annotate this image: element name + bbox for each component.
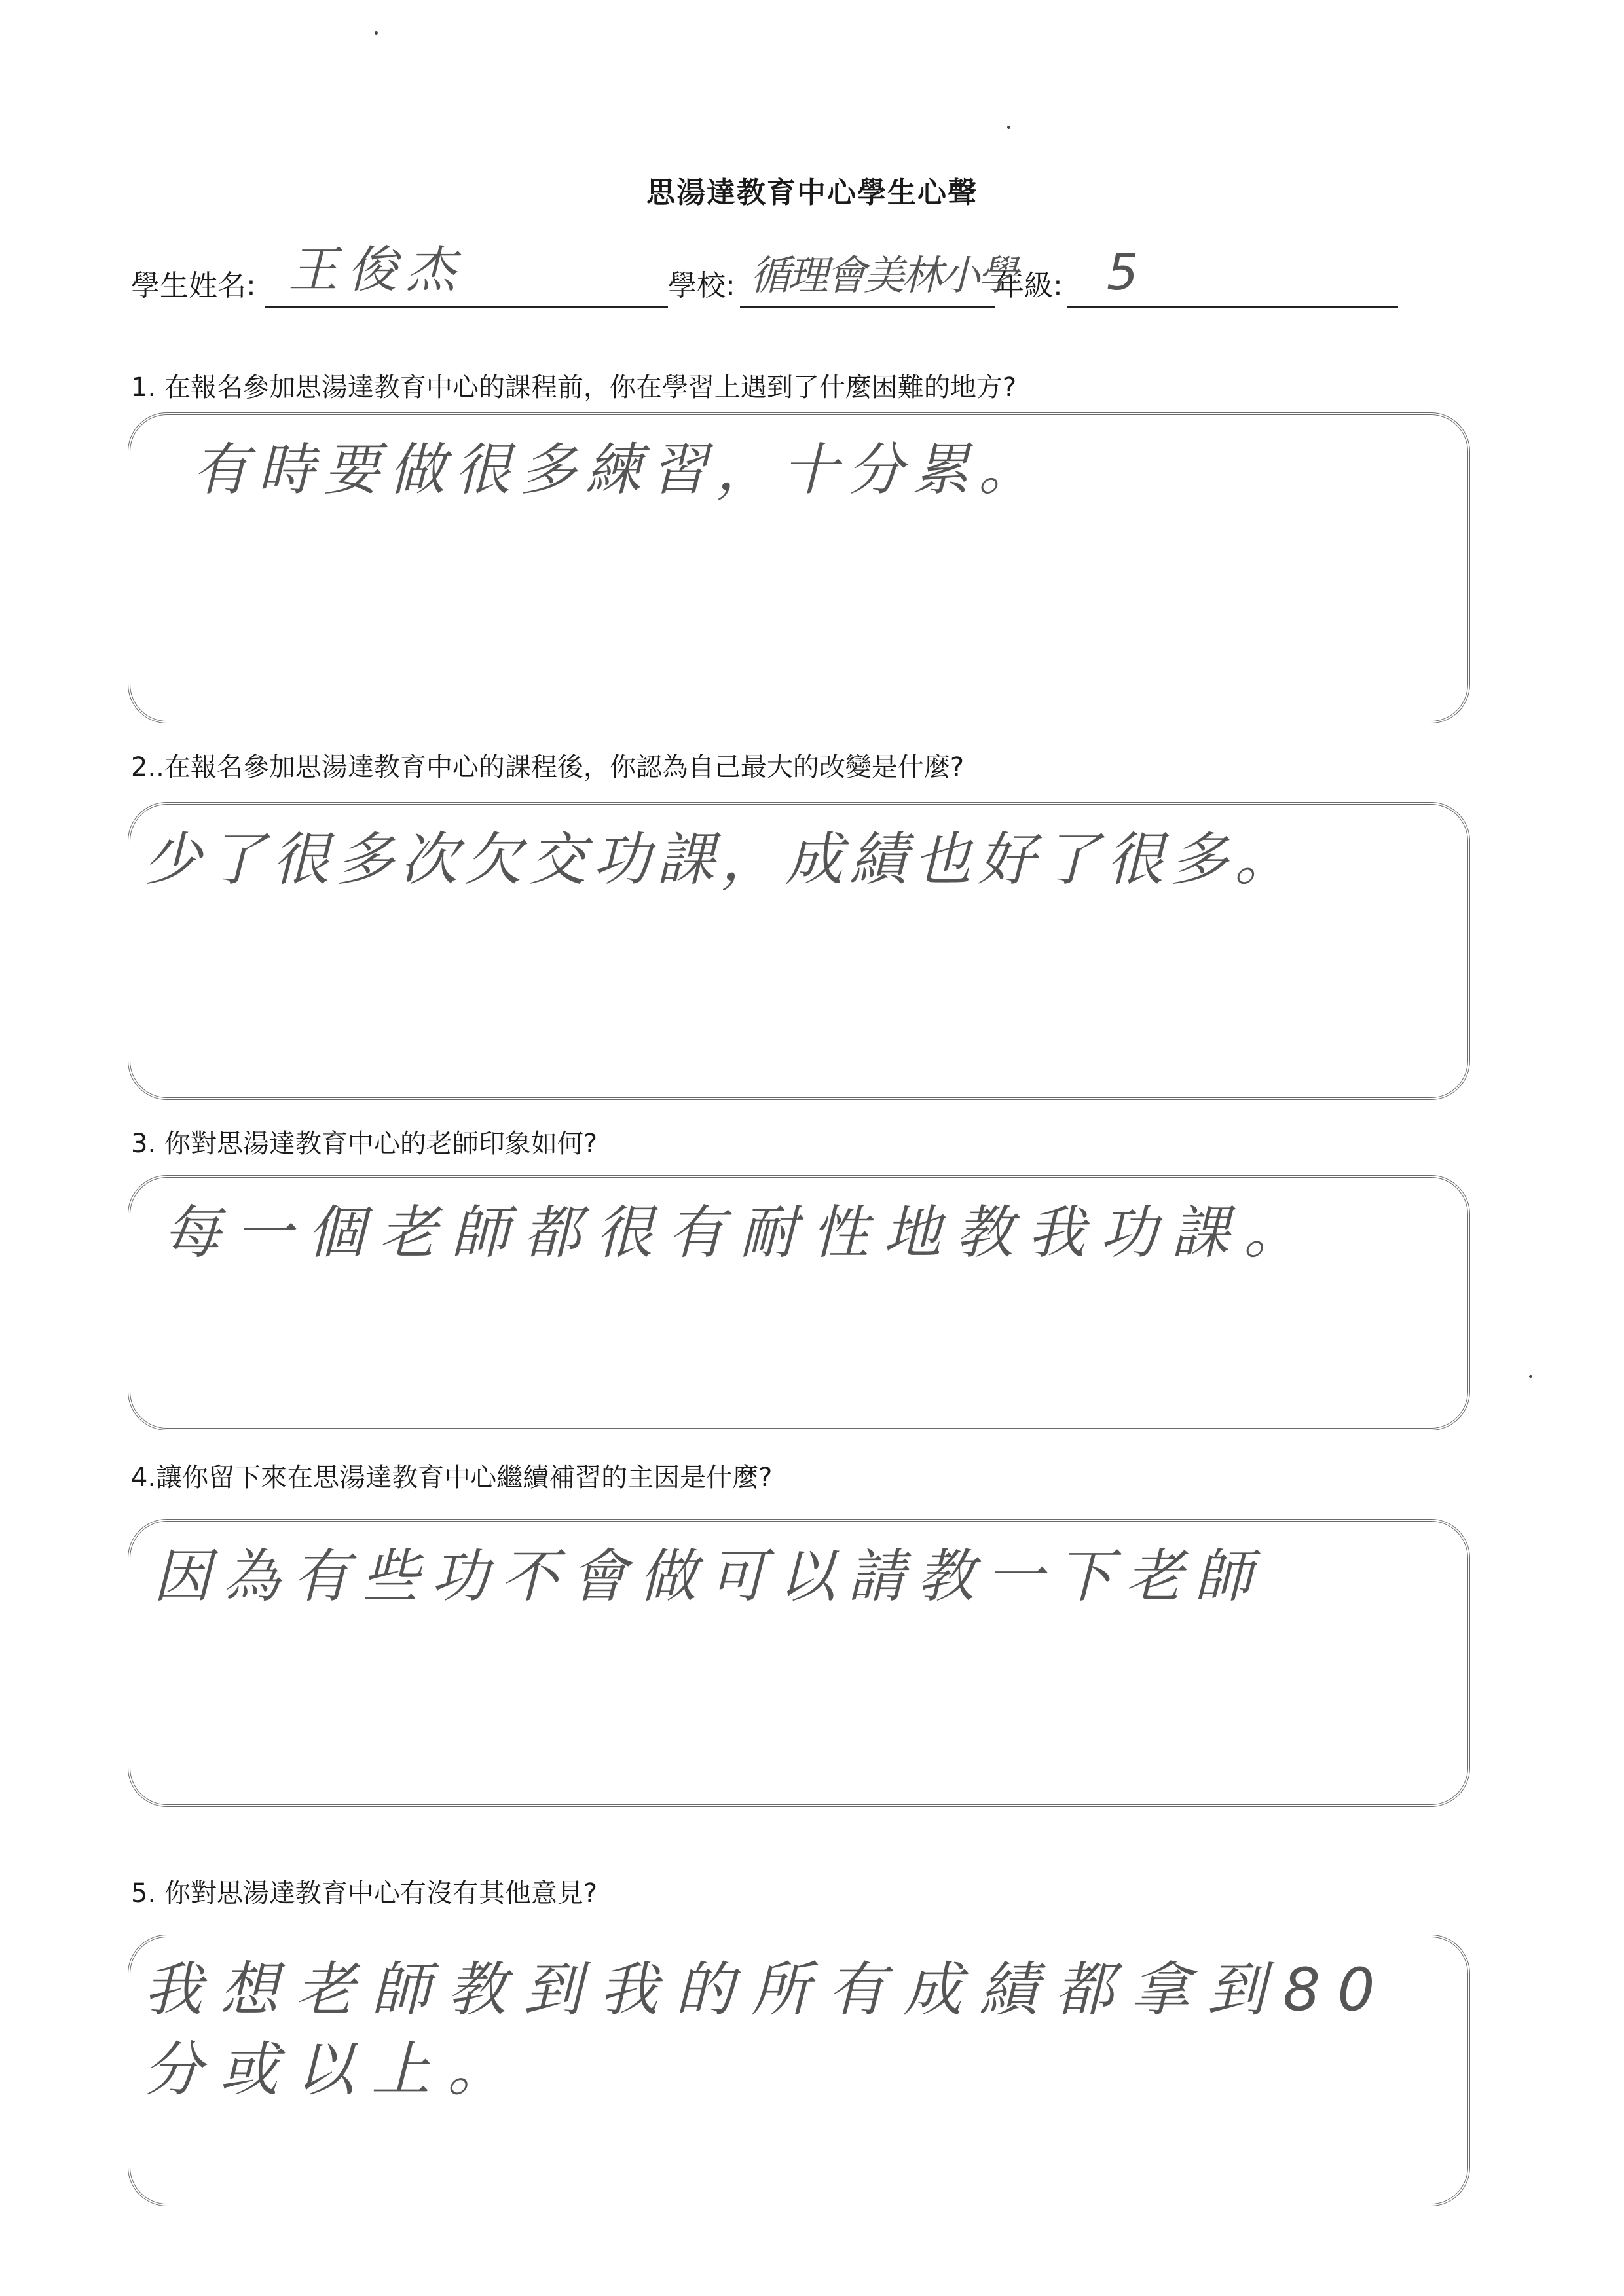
scan-speck bbox=[1529, 1375, 1532, 1378]
name-value: 王俊杰 bbox=[288, 240, 465, 299]
school-line[interactable] bbox=[740, 306, 995, 308]
answer-box-3[interactable] bbox=[128, 1175, 1470, 1430]
question-5: 5. 你對思湯達教育中心有沒有其他意見? bbox=[131, 1878, 598, 1908]
name-label: 學生姓名: bbox=[131, 269, 256, 302]
scan-speck bbox=[375, 31, 378, 35]
answer-box-2[interactable] bbox=[128, 802, 1470, 1100]
answer-box-4[interactable] bbox=[128, 1519, 1470, 1807]
question-3: 3. 你對思湯達教育中心的老師印象如何? bbox=[131, 1129, 598, 1159]
name-line[interactable] bbox=[265, 306, 668, 308]
answer-3: 每一個老師都很有耐性地教我功課。 bbox=[163, 1199, 1316, 1266]
student-info-row bbox=[131, 240, 1277, 308]
scan-speck bbox=[1007, 126, 1010, 129]
answer-4: 因為有些功不會做可以請教一下老師 bbox=[153, 1542, 1264, 1610]
grade-line[interactable] bbox=[1067, 306, 1398, 308]
answer-box-5[interactable] bbox=[128, 1935, 1470, 2206]
question-2: 2..在報名參加思湯達教育中心的課程後，你認為自己最大的改變是什麼? bbox=[131, 752, 965, 782]
school-value: 循理會美林小學 bbox=[750, 251, 1016, 299]
grade-value: 5 bbox=[1107, 243, 1148, 301]
answer-1: 有時要做很多練習，十分累。 bbox=[193, 437, 1044, 503]
answer-box-1[interactable] bbox=[128, 412, 1470, 723]
page-title: 思湯達教育中心學生心聲 bbox=[646, 176, 978, 210]
grade-label: 年級: bbox=[995, 269, 1063, 302]
question-1: 1. 在報名參加思湯達教育中心的課程前，你在學習上遇到了什麼困難的地方? bbox=[131, 373, 1017, 403]
question-4: 4.讓你留下來在思湯達教育中心繼續補習的主因是什麼? bbox=[131, 1463, 773, 1493]
answer-5: 我想老師教到我的所有成績都拿到80分或以上。 bbox=[143, 1956, 1392, 2104]
school-label: 學校: bbox=[668, 269, 735, 302]
answer-2: 少了很多次欠交功課，成績也好了很多。 bbox=[143, 826, 1299, 893]
